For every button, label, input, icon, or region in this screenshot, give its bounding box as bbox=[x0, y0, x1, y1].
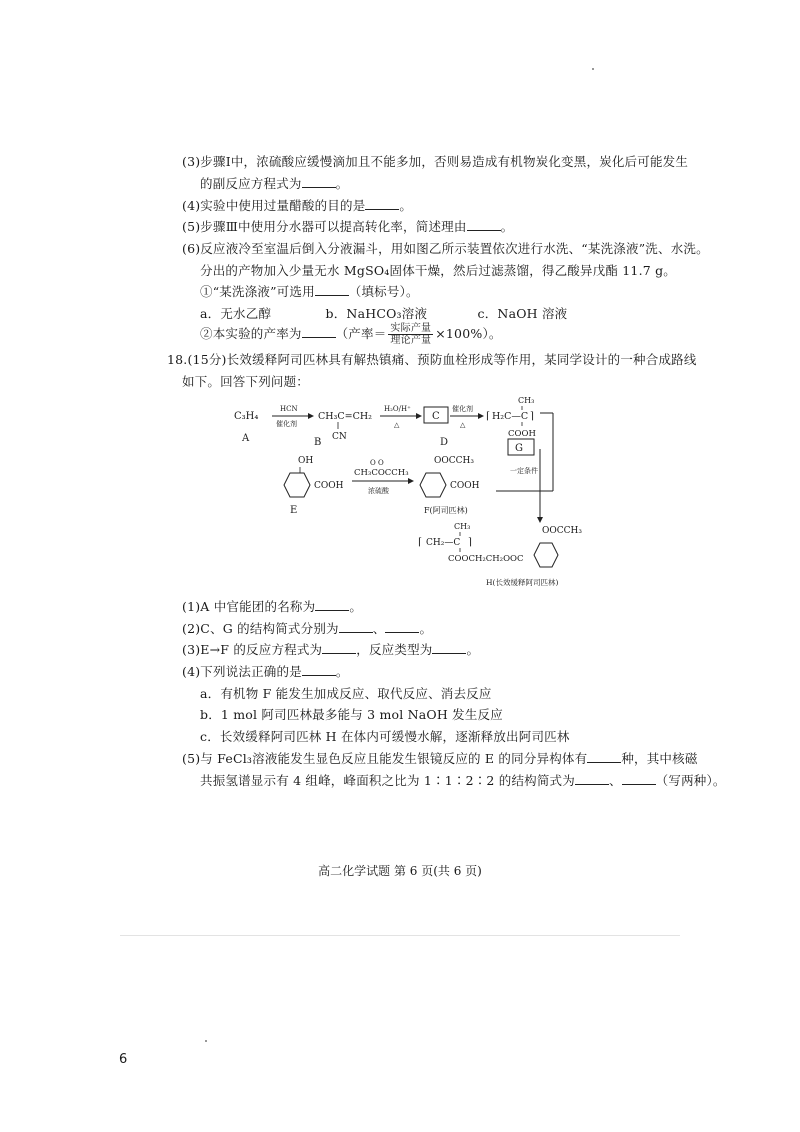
q18-part3-text: (3)E→F 的反应方程式为 bbox=[182, 642, 323, 657]
h-ester: COOCH₂CH₂OOC bbox=[448, 554, 524, 564]
page-footer: 高二化学试题 第 6 页(共 6 页) bbox=[318, 864, 482, 878]
q18-heading bbox=[167, 350, 697, 368]
q18-part5d-text: （写两种）。 bbox=[655, 773, 726, 788]
heat-1: △ bbox=[394, 421, 400, 429]
q17-part4-text: (4)实验中使用过量醋酸的目的是 bbox=[182, 198, 366, 213]
q17-part3 bbox=[182, 152, 688, 170]
answer-blank bbox=[467, 220, 501, 231]
hydrolysis-reagent: H₂O/H⁺ bbox=[384, 405, 411, 413]
answer-blank bbox=[315, 285, 349, 296]
q18-option-b bbox=[200, 705, 503, 723]
q18-part2-text: (2)C、G 的结构简式分别为 bbox=[182, 621, 339, 636]
q17-sub1-text: ①“某洗涤液”可选用 bbox=[200, 284, 315, 299]
f-ooccch3: OOCCH₃ bbox=[434, 456, 474, 466]
benzene-ring-e bbox=[284, 473, 310, 497]
q18-part2: (2)C、G 的结构简式分别为 、 。 bbox=[182, 621, 433, 636]
option-a: a．无水乙醇 bbox=[200, 306, 272, 321]
q18-part3: (3)E→F 的反应方程式为 ，反应类型为 。 bbox=[182, 642, 480, 657]
q17-part6-sub2 bbox=[200, 323, 502, 346]
h-ooccch3: OOCCH₃ bbox=[542, 526, 582, 536]
d-bracket-left: ⌈ bbox=[486, 411, 490, 422]
heat-2: △ bbox=[460, 421, 466, 429]
fraction-denominator: 理论产量 bbox=[390, 335, 432, 346]
b-formula: CH₃C=CH₂ bbox=[318, 411, 372, 422]
q17-part6b bbox=[200, 261, 676, 279]
answer-blank bbox=[339, 622, 373, 633]
h-bracket-left: ⌈ bbox=[418, 537, 422, 548]
d-cooh: COOH bbox=[508, 429, 536, 439]
f-label: F(阿司匹林) bbox=[424, 506, 468, 515]
answer-blank bbox=[322, 643, 356, 654]
catalyst-2: 催化剂 bbox=[452, 405, 473, 413]
arrowhead bbox=[537, 517, 543, 523]
answer-blank bbox=[302, 665, 336, 676]
q17-part5-text: (5)步骤Ⅲ中使用分水器可以提高转化率，简述理由 bbox=[182, 219, 467, 234]
q18-part4-text: (4)下列说法正确的是 bbox=[182, 664, 302, 679]
q18-option-b-text: b．1 mol 阿司匹林最多能与 3 mol NaOH 发生反应 bbox=[200, 707, 503, 722]
e-label: E bbox=[290, 505, 298, 516]
yield-fraction bbox=[388, 323, 433, 346]
option-b: b．NaHCO₃溶液 bbox=[325, 306, 428, 321]
q17-part6b-text: 分出的产物加入少量无水 MgSO₄固体干燥，然后过滤蒸馏，得乙酸异戊酯 11.7 g。 bbox=[200, 263, 676, 278]
q18-part5b-text: 种，其中核磁 bbox=[621, 751, 698, 766]
q18-option-a-text: a．有机物 F 能发生加成反应、取代反应、消去反应 bbox=[200, 686, 492, 701]
q18-heading-2 bbox=[182, 372, 309, 390]
q18-option-a bbox=[200, 684, 492, 702]
d-label: D bbox=[440, 437, 449, 448]
answer-blank bbox=[575, 774, 609, 785]
catalyst-1: 催化剂 bbox=[276, 420, 297, 428]
q18-part4: (4)下列说法正确的是 。 bbox=[182, 664, 349, 679]
answer-blank bbox=[587, 752, 621, 763]
q17-part6-sub1 bbox=[200, 282, 419, 300]
condition-label: 一定条件 bbox=[510, 467, 538, 475]
e-oh: OH bbox=[298, 456, 314, 466]
arrowhead bbox=[478, 413, 484, 419]
f-cooh: COOH bbox=[450, 481, 480, 491]
arrowhead bbox=[408, 478, 414, 484]
d-ch3: CH₃ bbox=[518, 396, 535, 405]
q18-part1-text: (1)A 中官能团的名称为 bbox=[182, 599, 316, 614]
hcn-reagent: HCN bbox=[280, 405, 298, 413]
page-number: 6 bbox=[119, 1052, 128, 1067]
q18-part5c: 共振氢谱显示有 4 组峰，峰面积之比为 1∶1∶2∶2 的结构简式为 、 （写两种）。 bbox=[200, 773, 726, 788]
h-label: H(长效缓释阿司匹林) bbox=[486, 578, 559, 587]
benzene-ring-h bbox=[534, 543, 558, 567]
g-label: G bbox=[515, 443, 523, 454]
synthesis-scheme bbox=[228, 393, 588, 593]
q18-part3b-text: ，反应类型为 bbox=[356, 642, 433, 657]
benzene-ring-f bbox=[420, 473, 446, 497]
q17-part5: (5)步骤Ⅲ中使用分水器可以提高转化率，简述理由 。 bbox=[182, 219, 514, 234]
c-label: C bbox=[432, 411, 440, 422]
d-chain: H₂C—C bbox=[492, 411, 529, 422]
q17-part3-text: (3)步骤Ⅰ中，浓硫酸应缓慢滴加且不能多加，否则易造成有机物炭化变黑，炭化后可能发生 bbox=[182, 154, 689, 169]
answer-blank bbox=[302, 327, 336, 338]
answer-blank bbox=[365, 199, 399, 210]
scan-divider bbox=[120, 935, 680, 936]
answer-blank bbox=[302, 177, 336, 188]
scan-speck bbox=[592, 68, 594, 70]
h-ch3: CH₃ bbox=[454, 522, 471, 531]
reagent-carbonyls: O O bbox=[370, 459, 384, 467]
h-chain: CH₂—C bbox=[426, 538, 461, 548]
b-label: B bbox=[314, 437, 322, 448]
answer-blank bbox=[432, 643, 466, 654]
arrowhead bbox=[308, 413, 314, 419]
answer-blank bbox=[622, 774, 656, 785]
sulfuric-acid: 浓硫酸 bbox=[368, 487, 389, 495]
a-formula: C₃H₄ bbox=[234, 411, 259, 422]
d-bracket-right: ⌉ bbox=[530, 411, 534, 422]
a-label: A bbox=[242, 433, 250, 444]
q17-sub1-tail: （填标号）。 bbox=[348, 284, 419, 299]
scan-speck bbox=[205, 1040, 207, 1042]
q17-part3b-text: 的副反应方程式为 bbox=[200, 176, 302, 191]
yield-formula-label: （产率＝ bbox=[335, 326, 387, 341]
b-cn: CN bbox=[332, 432, 347, 442]
q18-part5c-text: 共振氢谱显示有 4 组峰，峰面积之比为 1∶1∶2∶2 的结构简式为 bbox=[200, 773, 575, 788]
answer-blank bbox=[385, 622, 419, 633]
fraction-numerator: 实际产量 bbox=[390, 323, 432, 334]
q17-part3b: 的副反应方程式为 。 bbox=[200, 176, 349, 191]
q18-option-c bbox=[200, 727, 570, 745]
q17-options bbox=[200, 304, 567, 322]
yield-formula-tail: ×100%）。 bbox=[435, 326, 502, 341]
answer-blank bbox=[315, 600, 349, 611]
q17-part6 bbox=[182, 239, 709, 257]
q18-heading-2-text: 如下。回答下列问题： bbox=[182, 374, 310, 389]
q18-part5 bbox=[182, 749, 698, 767]
arrowhead bbox=[416, 413, 422, 419]
q18-option-c-text: c．长效缓释阿司匹林 H 在体内可缓慢水解，逐渐释放出阿司匹林 bbox=[200, 729, 570, 744]
e-cooh: COOH bbox=[314, 481, 344, 491]
q17-part4: (4)实验中使用过量醋酸的目的是 。 bbox=[182, 198, 413, 213]
q18-heading-text: 18.(15分)长效缓释阿司匹林具有解热镇痛、预防血栓形成等作用，某同学设计的一种合成路线 bbox=[167, 352, 697, 367]
q17-sub2-text: ②本实验的产率为 bbox=[200, 326, 302, 341]
option-c: c．NaOH 溶液 bbox=[477, 306, 568, 321]
acetic-anhydride: CH₃COCCH₃ bbox=[354, 468, 409, 478]
h-bracket-right: ⌉ bbox=[468, 537, 472, 548]
q18-part1: (1)A 中官能团的名称为 。 bbox=[182, 599, 363, 614]
q18-part5-text: (5)与 FeCl₃溶液能发生显色反应且能发生银镜反应的 E 的同分异构体有 bbox=[182, 751, 588, 766]
q17-part6-text: (6)反应液冷至室温后倒入分液漏斗，用如图乙所示装置依次进行水洗、“某洗涤液”洗、水洗。 bbox=[182, 241, 709, 256]
